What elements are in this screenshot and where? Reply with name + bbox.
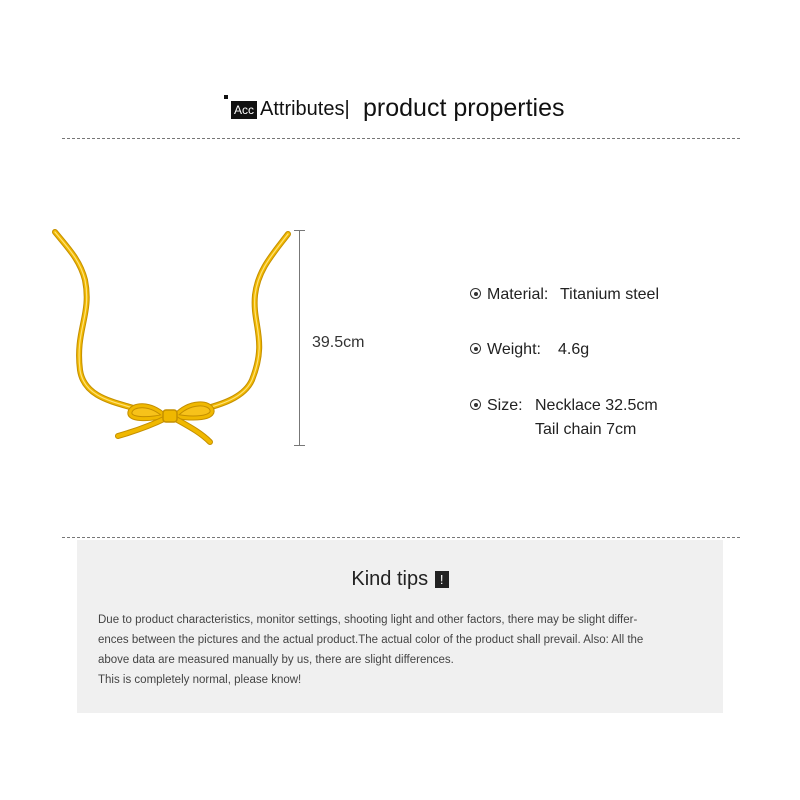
top-divider — [62, 138, 740, 139]
target-bullet-icon — [470, 343, 481, 354]
section-header — [0, 92, 800, 132]
spec-weight — [470, 338, 590, 362]
spec-label: Material: — [487, 286, 549, 303]
tips-line: above data are measured manually by us, there are slight differences. — [98, 654, 454, 666]
height-measure-bottom-tick — [294, 445, 305, 446]
page-title: product properties — [363, 94, 565, 122]
kind-tips-heading — [77, 568, 723, 591]
target-bullet-icon — [470, 288, 481, 299]
bottom-divider — [62, 537, 740, 538]
header-tag: Acc — [231, 101, 257, 119]
spec-label: Weight: — [487, 341, 541, 358]
spec-label: Size: — [487, 397, 523, 414]
kind-tips-panel — [77, 540, 723, 713]
spec-value: Necklace 32.5cm — [535, 397, 658, 414]
spec-material — [470, 283, 659, 307]
necklace-product-image — [40, 220, 300, 450]
header-dot-icon — [224, 95, 228, 99]
height-measure-label: 39.5cm — [312, 334, 365, 351]
spec-size — [470, 394, 658, 438]
tips-line: ences between the pictures and the actual product.The actual color of the product shall prevail. Also: All the — [98, 634, 644, 646]
height-measure-line — [299, 230, 300, 445]
spec-value: 4.6g — [558, 341, 590, 358]
spec-value-secondary: Tail chain 7cm — [535, 421, 637, 438]
header-attributes-label: Attributes| — [260, 98, 350, 120]
target-bullet-icon — [470, 399, 481, 410]
kind-tips-title: Kind tips — [351, 568, 429, 590]
warning-icon: ! — [435, 571, 449, 588]
height-measure-top-tick — [294, 230, 305, 231]
tips-line: Due to product characteristics, monitor settings, shooting light and other factors, there may be slight differ- — [98, 614, 638, 626]
kind-tips-text — [98, 610, 708, 690]
tips-line: This is completely normal, please know! — [98, 674, 302, 686]
spec-value: Titanium steel — [560, 286, 659, 303]
